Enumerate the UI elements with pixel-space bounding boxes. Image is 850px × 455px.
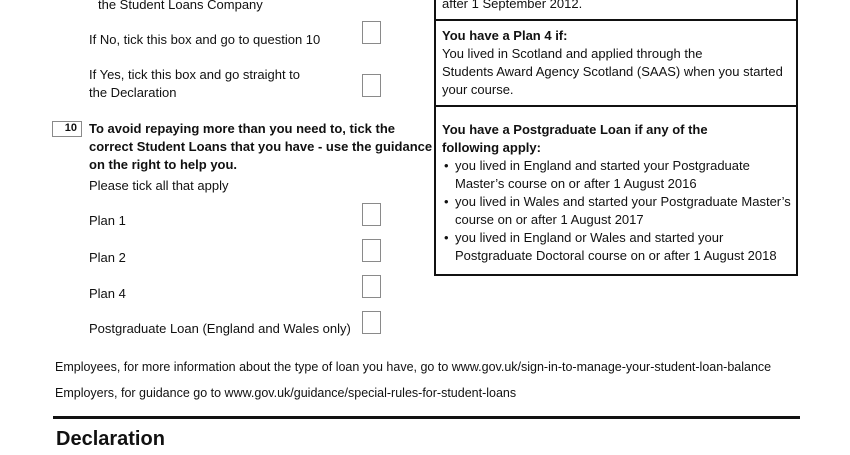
company-text: the Student Loans Company	[98, 0, 263, 12]
declaration-heading: Declaration	[56, 428, 165, 450]
yes-instruction-line2: the Declaration	[89, 85, 177, 100]
postgrad-bullet-1-line1: you lived in England and started your Postgraduate	[455, 158, 750, 173]
bullet-icon: •	[444, 158, 449, 173]
employees-guidance: Employees, for more information about the type of loan you have, go to www.gov.uk/sign-in-to-manage-your-student-loan-balance	[55, 360, 772, 374]
postgrad-label: Postgraduate Loan (England and Wales only)	[89, 321, 351, 336]
bullet-icon: •	[444, 194, 449, 209]
postgrad-guidance-panel	[434, 105, 798, 276]
question-text-line2: correct Student Loans that you have - use the guidance	[89, 139, 433, 154]
plan1-label: Plan 1	[89, 213, 126, 228]
section-divider	[53, 416, 800, 419]
yes-checkbox[interactable]	[362, 74, 381, 97]
plan2-checkbox[interactable]	[362, 239, 381, 262]
question-number: 10	[52, 121, 82, 137]
yes-instruction-line1: If Yes, tick this box and go straight to	[89, 67, 301, 82]
postgrad-bullet-2-line1: you lived in Wales and started your Postgraduate Master’s	[455, 194, 791, 209]
postgrad-bullet-1-line2: Master’s course on or after 1 August 2016	[455, 176, 697, 191]
plan1-checkbox[interactable]	[362, 203, 381, 226]
plan4-guidance-line1: You lived in Scotland and applied through the	[442, 46, 703, 61]
plan2-guidance-fragment: after 1 September 2012.	[442, 0, 583, 11]
no-instruction: If No, tick this box and go to question 10	[89, 32, 321, 47]
tick-all-hint: Please tick all that apply	[89, 178, 229, 193]
no-checkbox[interactable]	[362, 21, 381, 44]
plan4-guidance-line2: Students Award Agency Scotland (SAAS) when you started	[442, 64, 783, 79]
plan4-label: Plan 4	[89, 286, 126, 301]
question-text-line3: on the right to help you.	[89, 157, 238, 172]
employers-guidance: Employers, for guidance go to www.gov.uk/guidance/special-rules-for-student-loans	[55, 386, 517, 400]
plan4-checkbox[interactable]	[362, 275, 381, 298]
question-text-line1: To avoid repaying more than you need to, tick the	[89, 121, 396, 136]
plan2-guidance-panel	[434, 0, 798, 21]
postgrad-bullet-2	[442, 193, 790, 211]
postgrad-bullet-3	[442, 229, 790, 247]
postgrad-bullet-3-line2: Postgraduate Doctoral course on or after 1 August 2018	[455, 248, 777, 263]
plan2-label: Plan 2	[89, 250, 126, 265]
bullet-icon: •	[444, 230, 449, 245]
plan4-guidance-heading: You have a Plan 4 if:	[442, 28, 568, 43]
postgrad-guidance-heading1: You have a Postgraduate Loan if any of the	[442, 122, 708, 137]
plan4-guidance-line3: your course.	[442, 82, 514, 97]
postgrad-bullet-1	[442, 157, 790, 175]
postgrad-bullet-3-line1: you lived in England or Wales and started your	[455, 230, 724, 245]
postgrad-guidance-heading2: following apply:	[442, 140, 541, 155]
postgrad-checkbox[interactable]	[362, 311, 381, 334]
postgrad-bullet-2-line2: course on or after 1 August 2017	[455, 212, 644, 227]
plan4-guidance-panel	[434, 19, 798, 107]
